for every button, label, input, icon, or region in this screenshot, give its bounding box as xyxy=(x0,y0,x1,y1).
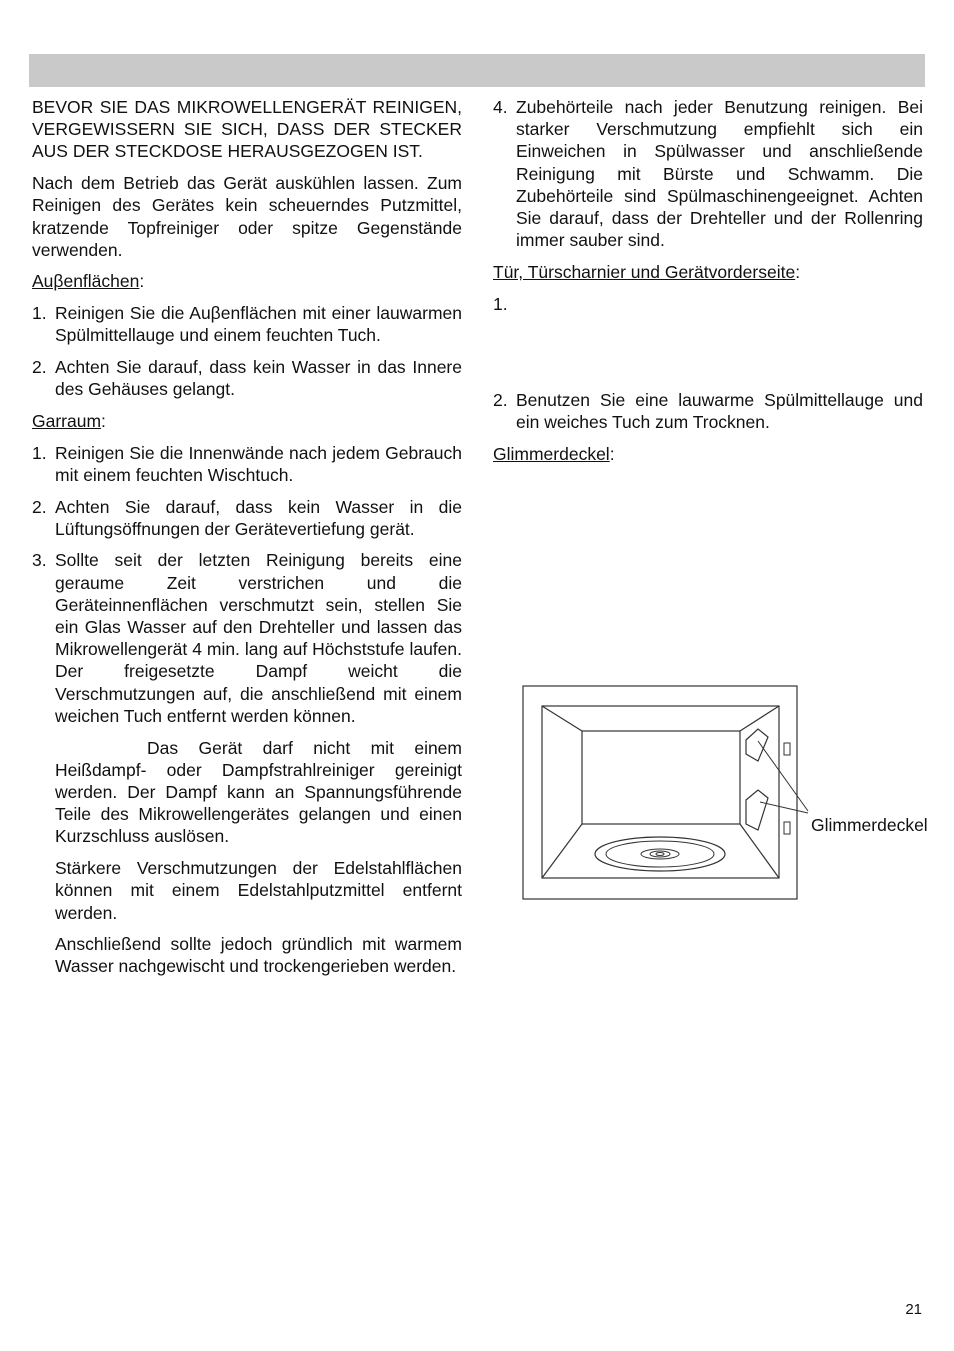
section-heading-cavity: Garraum: xyxy=(32,410,106,431)
intro-caps: BEVOR SIE DAS MIKROWELLENGERÄT REINIGEN, VERGEWISSERN SIE SICH, DASS DER STECKER AUS DER STECKDOSE HERAUSGEZOGEN IST. xyxy=(32,97,462,162)
callout-line-lower xyxy=(760,802,808,813)
list-item: 3. Sollte seit der letzten Reinigung bereits eine geraume Zeit verstrichen und die Geräteinnenflächen verschmutzt sein, stellen Sie ein Glas Wasser auf den Drehteller und lassen das Mikrowellengerät 4 min. lang auf Höchststufe laufen. Der freigesetzte Dampf weicht die Verschmutzungen auf, die anschließend mit einem weichen Tuch entfernt werden können. xyxy=(32,550,462,726)
callout-line-upper xyxy=(758,741,808,811)
turntable xyxy=(595,837,725,871)
microwave-diagram xyxy=(520,683,810,903)
exterior-list xyxy=(32,302,462,400)
list-item: 1. Reinigen Sie die Innenwände nach jedem Gebrauch mit einem feuchten Wischtuch. xyxy=(32,442,462,485)
door-list xyxy=(493,293,923,434)
list-item: 2. Achten Sie darauf, dass kein Wasser in das Innere des Gehäuses gelangt. xyxy=(32,357,462,400)
intro-text: Nach dem Betrieb das Gerät auskühlen lassen. Zum Reinigen des Gerätes kein scheuerndes Putzmittel, kratzende Topfreiniger oder spitze Gegenstände verwenden. xyxy=(32,173,462,260)
section-heading-door: Tür, Türscharnier und Gerätvorderseite: xyxy=(493,261,801,282)
cavity-back-wall xyxy=(582,731,740,824)
list-item: 2. Achten Sie darauf, dass kein Wasser in die Lüftungsöffnungen der Gerätevertiefung gerät. xyxy=(32,496,462,539)
list-item: 1. Reinigen Sie die Auβenflächen mit einer lauwarmen Spülmittellauge und einem feuchten Tuch. xyxy=(32,303,462,346)
mica-cover-lower xyxy=(746,790,768,830)
right-column xyxy=(493,96,923,475)
accessory-list xyxy=(493,96,923,251)
page-number: 21 xyxy=(905,1301,922,1318)
header-bar xyxy=(29,54,925,87)
list-item: 1. xyxy=(493,293,508,314)
callout-label: Glimmerdeckel xyxy=(811,815,928,835)
left-column xyxy=(32,96,462,987)
section-heading-exterior: Auβenflächen: xyxy=(32,271,145,292)
section-heading-mica: Glimmerdeckel: xyxy=(493,444,615,465)
warning-text: Das Gerät darf nicht mit einem Heißdampf- oder Dampfstrahlreiniger gereinigt werden. Der Dampf kann an Spannungsführende Teile des Mikrowellengerätes gelangen und einen Kurzschluss auslösen. xyxy=(55,737,462,847)
list-item: 2. Benutzen Sie eine lauwarme Spülmittellauge und ein weiches Tuch zum Trocknen. xyxy=(493,390,923,433)
mica-cover-upper xyxy=(746,729,768,761)
cavity-list xyxy=(32,442,462,727)
rinse-note: Anschließend sollte jedoch gründlich mit warmem Wasser nachgewischt und trockengerieben werden. xyxy=(55,934,462,977)
list-item: 4. Zubehörteile nach jeder Benutzung reinigen. Bei starker Verschmutzung empfiehlt sich ein Einweichen in Spülwasser und anschließende Reinigung mit Bürste und Schwamm. Die Zubehörteile sind Spülmaschinengeeignet. Achten Sie darauf, dass der Drehteller und der Rollenring immer sauber sind. xyxy=(493,97,923,251)
steel-note: Stärkere Verschmutzungen der Edelstahlflächen können mit einem Edelstahlputzmittel entfernt werden. xyxy=(55,858,462,923)
